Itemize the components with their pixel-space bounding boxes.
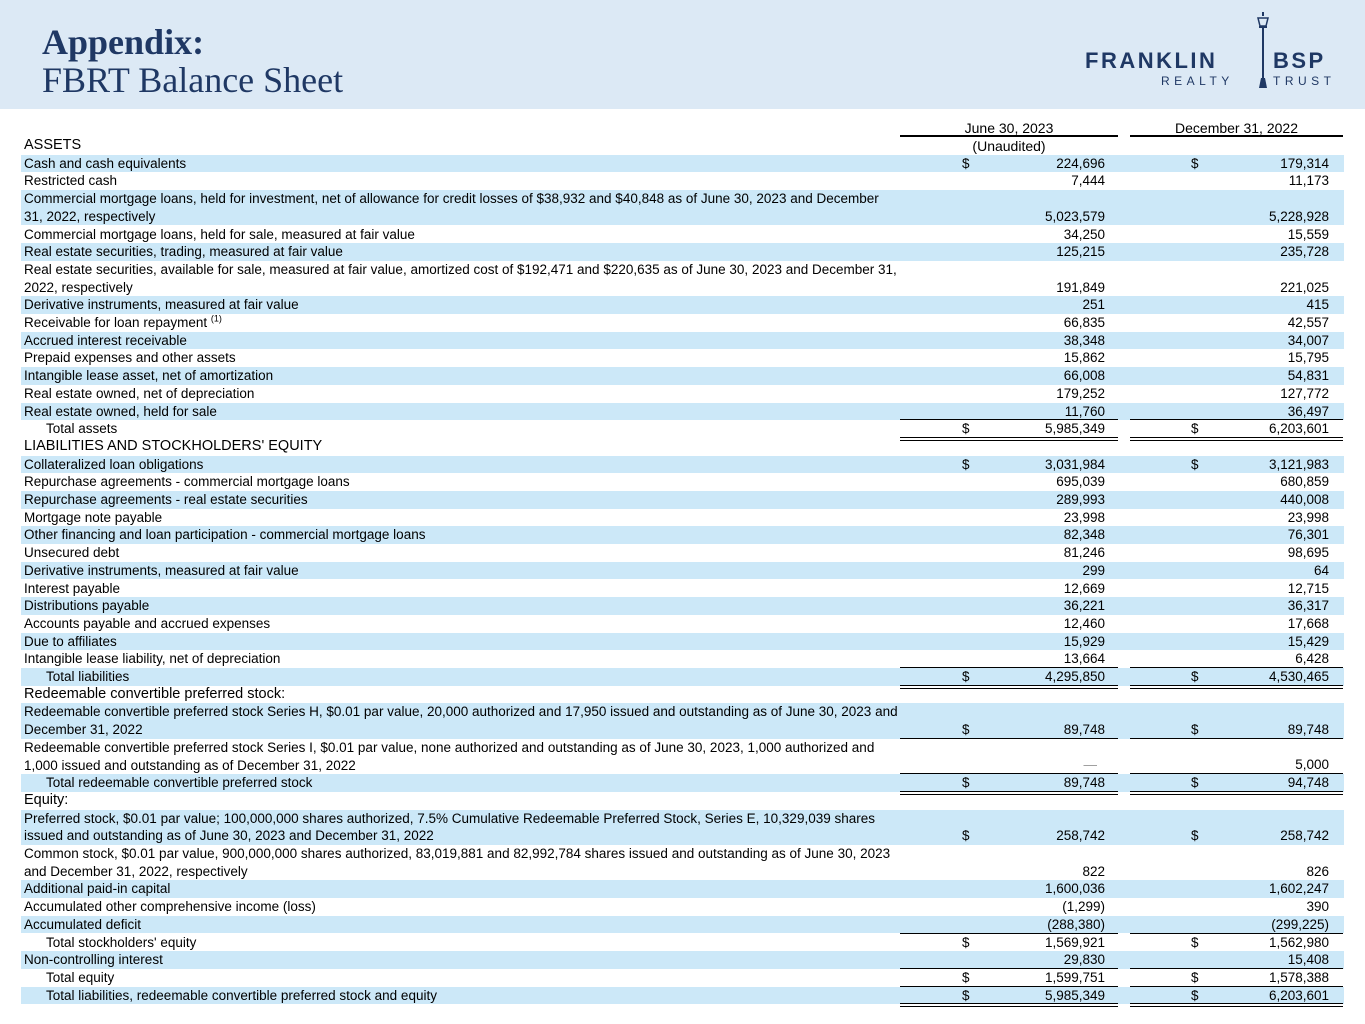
dollar-sign: $ bbox=[1191, 669, 1199, 684]
page-subtitle: FBRT Balance Sheet bbox=[42, 60, 344, 100]
franklin-bsp-logo bbox=[1085, 12, 1353, 92]
table-row bbox=[21, 226, 1344, 244]
table-row bbox=[21, 739, 1344, 774]
value-june-2023: 224,696 bbox=[1056, 155, 1105, 171]
dollar-sign: $ bbox=[1191, 934, 1199, 950]
row-label-text: Non-controlling interest bbox=[24, 952, 163, 968]
value-december-2022: 34,007 bbox=[1287, 332, 1329, 348]
dollar-sign: $ bbox=[1191, 155, 1199, 171]
line-item-label bbox=[24, 296, 899, 314]
row-label-text: Total redeemable convertible preferred stock bbox=[46, 775, 313, 791]
logo-word-franklin: FRANKLIN bbox=[1085, 48, 1218, 73]
table-row bbox=[21, 969, 1344, 987]
value-december-2022: 221,025 bbox=[1280, 279, 1329, 295]
value-june-2023: 38,348 bbox=[1063, 332, 1105, 348]
line-item-label bbox=[24, 845, 899, 880]
value-december-2022: 680,859 bbox=[1280, 474, 1329, 490]
line-item-label bbox=[24, 349, 899, 367]
total-label bbox=[46, 969, 921, 987]
dollar-sign: $ bbox=[962, 969, 970, 985]
value-june-2023: 299 bbox=[1082, 562, 1105, 578]
table-row bbox=[21, 916, 1344, 934]
dollar-sign: $ bbox=[962, 456, 970, 472]
row-label-text: Total stockholders' equity bbox=[46, 934, 197, 950]
line-item-label bbox=[24, 951, 899, 969]
line-item-label bbox=[24, 491, 899, 509]
value-june-2023: 3,031,984 bbox=[1044, 456, 1105, 472]
table-row bbox=[21, 774, 1344, 792]
value-june-2023: 695,039 bbox=[1056, 474, 1105, 490]
value-december-2022: 89,748 bbox=[1287, 722, 1329, 738]
table-row bbox=[21, 438, 1344, 456]
table-row bbox=[21, 367, 1344, 385]
row-label-text: Mortgage note payable bbox=[24, 509, 163, 525]
row-label-text: Collateralized loan obligations bbox=[24, 456, 204, 472]
row-label-text: Real estate owned, held for sale bbox=[24, 403, 217, 419]
total-double-rule bbox=[900, 1003, 1118, 1007]
value-december-2022: 6,203,601 bbox=[1268, 987, 1329, 1003]
value-december-2022: 23,998 bbox=[1287, 509, 1329, 525]
value-december-2022: 94,748 bbox=[1287, 775, 1329, 791]
row-label-text: Cash and cash equivalents bbox=[24, 155, 187, 171]
table-row bbox=[21, 580, 1344, 598]
value-december-2022: 12,715 bbox=[1287, 580, 1329, 596]
value-june-2023: 66,008 bbox=[1063, 368, 1105, 384]
table-row bbox=[21, 526, 1344, 544]
line-item-label bbox=[24, 314, 899, 332]
table-row bbox=[21, 491, 1344, 509]
dollar-sign: $ bbox=[1191, 775, 1199, 791]
table-row bbox=[21, 155, 1344, 173]
row-label-text: Equity: bbox=[24, 791, 69, 808]
dollar-sign: $ bbox=[962, 934, 970, 950]
row-label-text: Receivable for loan repayment bbox=[24, 315, 208, 330]
value-june-2023: 12,669 bbox=[1063, 580, 1105, 596]
line-item-label bbox=[24, 633, 899, 651]
dollar-sign: $ bbox=[962, 828, 970, 844]
value-june-2023: 822 bbox=[1082, 863, 1105, 879]
row-label-text: Intangible lease liability, net of depreciation bbox=[24, 651, 281, 667]
section-heading bbox=[24, 137, 899, 155]
table-row bbox=[21, 934, 1344, 952]
value-june-2023: 15,862 bbox=[1063, 350, 1105, 366]
value-december-2022: 76,301 bbox=[1287, 527, 1329, 543]
value-june-2023: 66,835 bbox=[1063, 315, 1105, 330]
value-december-2022: 15,795 bbox=[1287, 350, 1329, 366]
value-june-2023: 89,748 bbox=[1063, 722, 1105, 738]
table-row bbox=[21, 544, 1344, 562]
line-item-label bbox=[24, 739, 899, 774]
line-item-label bbox=[24, 703, 899, 738]
value-june-2023: 1,599,751 bbox=[1044, 969, 1105, 985]
line-item-label bbox=[24, 243, 899, 261]
line-item-label bbox=[24, 615, 899, 633]
line-item-label bbox=[24, 597, 899, 615]
value-june-2023: 1,600,036 bbox=[1044, 881, 1105, 897]
row-label-text: Interest payable bbox=[24, 580, 121, 596]
table-row bbox=[21, 332, 1344, 350]
value-june-2023: 15,929 bbox=[1063, 633, 1105, 649]
line-item-label bbox=[24, 880, 899, 898]
line-item-label bbox=[24, 172, 899, 190]
total-label bbox=[46, 987, 921, 1005]
page-title: Appendix: bbox=[42, 22, 205, 62]
line-item-label bbox=[24, 155, 899, 173]
table-row bbox=[21, 633, 1344, 651]
table-row bbox=[21, 792, 1344, 810]
total-label bbox=[46, 668, 921, 686]
value-december-2022: 42,557 bbox=[1287, 315, 1329, 330]
table-row bbox=[21, 172, 1344, 190]
dollar-sign: $ bbox=[1191, 828, 1199, 844]
value-december-2022: 1,602,247 bbox=[1268, 881, 1329, 897]
table-row bbox=[21, 403, 1344, 421]
row-label-text: Total assets bbox=[46, 421, 118, 437]
row-label-text: Redeemable convertible preferred stock: bbox=[24, 685, 286, 702]
line-item-label bbox=[24, 580, 899, 598]
row-label-text: Redeemable convertible preferred stock Series H, $0.01 par value, 20,000 authorized and 17,950 issued and outstanding as of June 30, 2023 and December 31, 2022 bbox=[24, 704, 898, 738]
table-row bbox=[21, 473, 1344, 491]
value-june-2023: 36,221 bbox=[1063, 598, 1105, 614]
total-label bbox=[46, 934, 921, 952]
table-row bbox=[21, 385, 1344, 403]
line-item-label bbox=[24, 367, 899, 385]
value-december-2022: 15,559 bbox=[1287, 226, 1329, 242]
lamp-post-icon bbox=[1255, 12, 1271, 88]
value-june-2023: 81,246 bbox=[1063, 545, 1105, 561]
line-item-label bbox=[24, 385, 899, 403]
line-item-label bbox=[24, 403, 899, 421]
value-june-2023: 5,023,579 bbox=[1044, 208, 1105, 224]
table-row bbox=[21, 190, 1344, 225]
total-label bbox=[46, 420, 921, 438]
dollar-sign: $ bbox=[1191, 456, 1199, 472]
value-june-2023: 251 bbox=[1082, 297, 1105, 313]
dollar-sign: $ bbox=[1191, 987, 1199, 1003]
row-label-text: Total liabilities bbox=[46, 669, 130, 684]
value-june-2023: 29,830 bbox=[1063, 952, 1105, 968]
dollar-sign: $ bbox=[962, 775, 970, 791]
row-label-text: ASSETS bbox=[24, 137, 82, 153]
row-label-text: Due to affiliates bbox=[24, 633, 117, 649]
value-december-2022: 15,408 bbox=[1287, 952, 1329, 968]
footnote-marker: (1) bbox=[210, 313, 222, 324]
row-label-text: Other financing and loan participation - commercial mortgage loans bbox=[24, 527, 426, 543]
value-december-2022: 17,668 bbox=[1287, 615, 1329, 631]
value-june-2023: 125,215 bbox=[1056, 244, 1105, 260]
dollar-sign: $ bbox=[962, 421, 970, 437]
section-heading bbox=[24, 686, 899, 704]
line-item-label bbox=[24, 562, 899, 580]
row-label-text: Unsecured debt bbox=[24, 545, 120, 561]
table-row bbox=[21, 314, 1344, 332]
value-june-2023: 23,998 bbox=[1063, 509, 1105, 525]
value-june-2023: 34,250 bbox=[1063, 226, 1105, 242]
column-header-december-2022: December 31, 2022 bbox=[1175, 120, 1298, 136]
dollar-sign: $ bbox=[962, 155, 970, 171]
table-row bbox=[21, 349, 1344, 367]
line-item-label bbox=[24, 261, 899, 296]
table-row bbox=[21, 810, 1344, 845]
value-december-2022: 179,314 bbox=[1280, 155, 1329, 171]
row-label-text: Accounts payable and accrued expenses bbox=[24, 615, 271, 631]
value-december-2022: 258,742 bbox=[1280, 828, 1329, 844]
row-label-text: Derivative instruments, measured at fair value bbox=[24, 562, 299, 578]
column-header-june-2023: June 30, 2023 bbox=[964, 120, 1054, 136]
line-item-label bbox=[24, 650, 899, 668]
table-row bbox=[21, 668, 1344, 686]
value-june-2023: (288,380) bbox=[1047, 916, 1105, 932]
table-row bbox=[21, 420, 1344, 438]
value-december-2022: 15,429 bbox=[1287, 633, 1329, 649]
value-december-2022: 1,562,980 bbox=[1268, 934, 1329, 950]
table-row bbox=[21, 987, 1344, 1005]
table-row bbox=[21, 137, 1344, 155]
value-december-2022: 64 bbox=[1313, 562, 1329, 578]
line-item-label bbox=[24, 544, 899, 562]
row-label-text: LIABILITIES AND STOCKHOLDERS' EQUITY bbox=[24, 437, 323, 454]
logo-word-bsp: BSP bbox=[1273, 48, 1326, 73]
value-june-2023: 191,849 bbox=[1056, 279, 1105, 295]
value-december-2022: 127,772 bbox=[1280, 385, 1329, 401]
value-june-2023: 13,664 bbox=[1063, 651, 1105, 667]
value-june-2023: 5,985,349 bbox=[1044, 987, 1105, 1003]
table-row bbox=[21, 597, 1344, 615]
row-label-text: Restricted cash bbox=[24, 173, 118, 189]
row-label-text: Additional paid-in capital bbox=[24, 881, 171, 897]
value-december-2022: 826 bbox=[1306, 863, 1329, 879]
table-row bbox=[21, 650, 1344, 668]
row-label-text: Repurchase agreements - commercial mortgage loans bbox=[24, 474, 350, 490]
value-december-2022: 1,578,388 bbox=[1268, 969, 1329, 985]
value-december-2022: 235,728 bbox=[1280, 244, 1329, 260]
table-row bbox=[21, 615, 1344, 633]
row-label-text: Common stock, $0.01 par value, 900,000,000 shares authorized, 83,019,881 and 82,992,784 shares issued and outstanding as of June 30, 2023 and December 31, 2022, respectively bbox=[24, 846, 891, 879]
table-row bbox=[21, 456, 1344, 474]
line-item-label bbox=[24, 226, 899, 244]
value-december-2022: 36,317 bbox=[1287, 598, 1329, 614]
table-row bbox=[21, 562, 1344, 580]
line-item-label bbox=[24, 509, 899, 527]
table-row bbox=[21, 296, 1344, 314]
value-december-2022: (299,225) bbox=[1271, 916, 1329, 932]
row-label-text: Intangible lease asset, net of amortization bbox=[24, 368, 274, 384]
value-june-2023: 289,993 bbox=[1056, 492, 1105, 507]
line-item-label bbox=[24, 456, 899, 474]
dollar-sign: $ bbox=[1191, 421, 1199, 437]
dollar-sign: $ bbox=[1191, 722, 1199, 738]
line-item-label bbox=[24, 473, 899, 491]
row-label-text: Real estate owned, net of depreciation bbox=[24, 385, 255, 401]
dollar-sign: $ bbox=[962, 722, 970, 738]
value-june-2023: 5,985,349 bbox=[1044, 421, 1105, 437]
row-label-text: Accrued interest receivable bbox=[24, 332, 187, 348]
value-december-2022: 6,203,601 bbox=[1268, 421, 1329, 437]
table-row bbox=[21, 509, 1344, 527]
line-item-label bbox=[24, 332, 899, 350]
table-row bbox=[21, 243, 1344, 261]
section-heading bbox=[24, 438, 899, 456]
logo-word-trust: TRUST bbox=[1273, 74, 1336, 88]
value-december-2022: 440,008 bbox=[1280, 492, 1329, 507]
table-row bbox=[21, 880, 1344, 898]
table-row bbox=[21, 951, 1344, 969]
table-row bbox=[21, 703, 1344, 738]
value-june-2023: (1,299) bbox=[1062, 899, 1105, 915]
table-row bbox=[21, 261, 1344, 296]
table-row bbox=[21, 845, 1344, 880]
line-item-label bbox=[24, 916, 899, 934]
row-label-text: Real estate securities, trading, measured at fair value bbox=[24, 244, 343, 260]
value-december-2022: 5,000 bbox=[1295, 757, 1329, 773]
value-december-2022: 4,530,465 bbox=[1268, 669, 1329, 684]
value-december-2022: 98,695 bbox=[1287, 545, 1329, 561]
row-label-text: Distributions payable bbox=[24, 598, 150, 614]
line-item-label bbox=[24, 190, 899, 225]
row-label-text: Redeemable convertible preferred stock Series I, $0.01 par value, none authorized and outstanding as of June 30, 2023, 1,000 authorized and 1,000 issued and outstanding as of December 31, 2022 bbox=[24, 739, 875, 773]
row-label-text: Preferred stock, $0.01 par value; 100,000,000 shares authorized, 7.5% Cumulative Redeemable Preferred Stock, Series E, 10,329,039 shares issued and outstanding as of June 30, 2023 and December 31, 2022 bbox=[24, 810, 875, 844]
value-june-2023: 4,295,850 bbox=[1044, 669, 1105, 684]
value-june-2023: 11,760 bbox=[1064, 403, 1105, 419]
value-december-2022: 36,497 bbox=[1287, 403, 1329, 419]
row-label-text: Repurchase agreements - real estate securities bbox=[24, 492, 308, 507]
value-june-2023: 258,742 bbox=[1056, 828, 1105, 844]
table-row bbox=[21, 898, 1344, 916]
row-label-text: Accumulated deficit bbox=[24, 916, 142, 932]
value-december-2022: 54,831 bbox=[1287, 368, 1329, 384]
value-december-2022: 11,173 bbox=[1288, 173, 1329, 189]
table-row bbox=[21, 686, 1344, 704]
value-june-2023: 179,252 bbox=[1056, 385, 1105, 401]
value-june-2023: 82,348 bbox=[1063, 527, 1105, 543]
column-header-unaudited: (Unaudited) bbox=[972, 138, 1046, 154]
dollar-sign: $ bbox=[962, 669, 970, 684]
value-june-2023: — bbox=[1083, 757, 1097, 773]
value-december-2022: 6,428 bbox=[1295, 651, 1329, 667]
header-banner bbox=[0, 0, 1365, 109]
line-item-label bbox=[24, 810, 899, 845]
value-june-2023: 12,460 bbox=[1063, 615, 1105, 631]
row-label-text: Derivative instruments, measured at fair value bbox=[24, 297, 299, 313]
row-label-text: Accumulated other comprehensive income (loss) bbox=[24, 899, 316, 915]
dollar-sign: $ bbox=[962, 987, 970, 1003]
dollar-sign: $ bbox=[1191, 969, 1199, 985]
row-label-text: Commercial mortgage loans, held for sale, measured at fair value bbox=[24, 226, 415, 242]
line-item-label bbox=[24, 526, 899, 544]
value-december-2022: 415 bbox=[1306, 297, 1329, 313]
value-december-2022: 390 bbox=[1306, 899, 1329, 915]
section-heading bbox=[24, 792, 899, 810]
total-label bbox=[46, 774, 921, 792]
row-label-text: Total equity bbox=[46, 969, 115, 985]
total-double-rule bbox=[1130, 1003, 1343, 1007]
value-june-2023: 7,444 bbox=[1071, 173, 1105, 189]
logo-word-realty: REALTY bbox=[1161, 74, 1234, 88]
row-label-text: Total liabilities, redeemable convertible preferred stock and equity bbox=[46, 987, 437, 1003]
value-december-2022: 3,121,983 bbox=[1268, 456, 1329, 472]
row-label-text: Commercial mortgage loans, held for investment, net of allowance for credit losses of $38,932 and $40,848 as of June 30, 2023 and December 31, 2022, respectively bbox=[24, 191, 879, 224]
value-june-2023: 1,569,921 bbox=[1044, 934, 1105, 950]
value-december-2022: 5,228,928 bbox=[1268, 208, 1329, 224]
value-june-2023: 89,748 bbox=[1063, 775, 1105, 791]
row-label-text: Real estate securities, available for sale, measured at fair value, amortized cost of $192,471 and $220,635 as of June 30, 2023 and December 31, 2022, respectively bbox=[24, 261, 897, 295]
row-label-text: Prepaid expenses and other assets bbox=[24, 350, 236, 366]
line-item-label bbox=[24, 898, 899, 916]
